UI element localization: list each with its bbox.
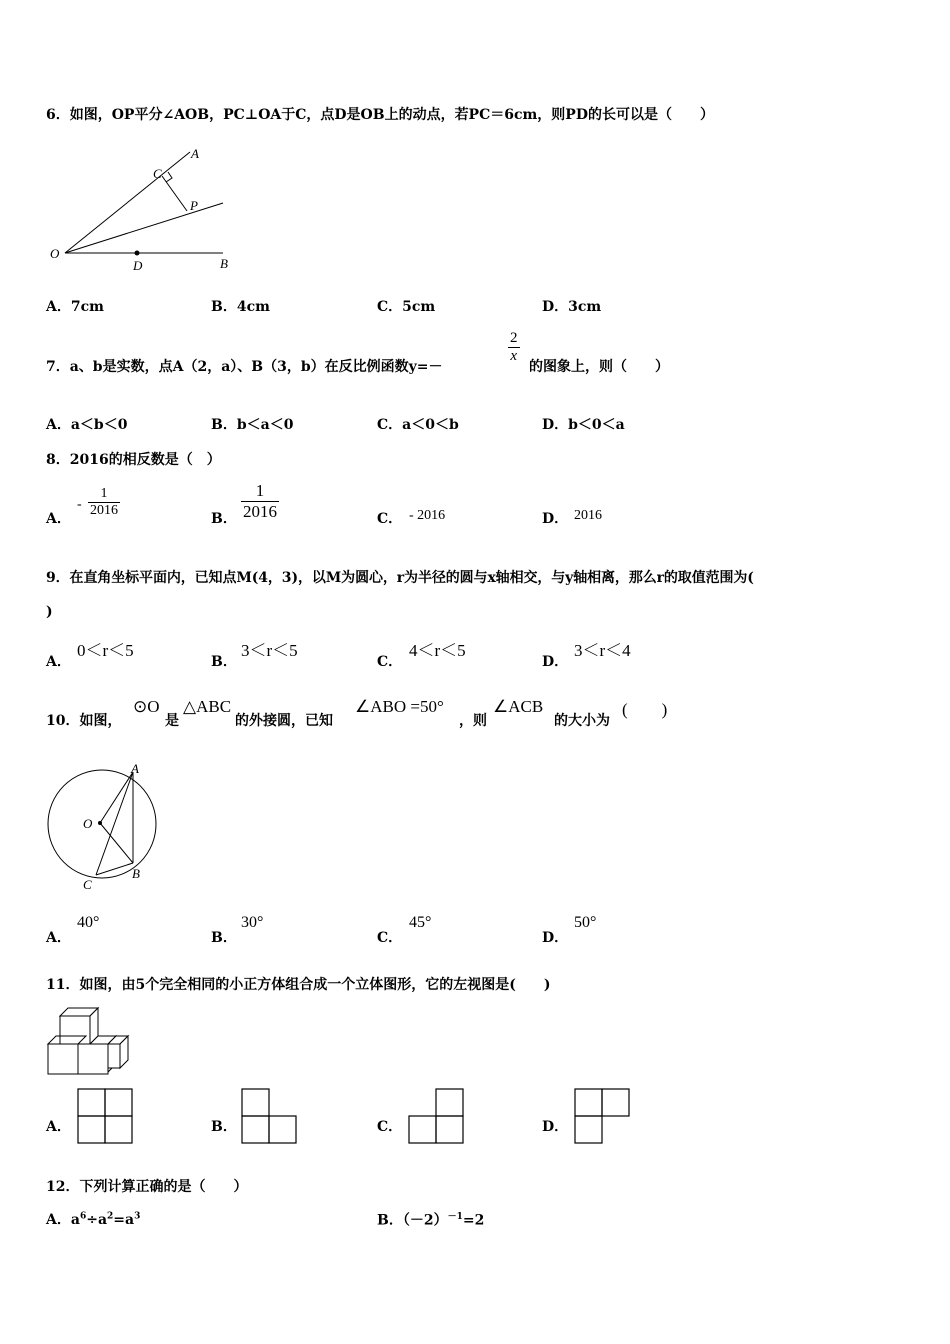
q10-math-circle: ⊙O (133, 697, 160, 716)
q12-b-t2: =2 (462, 1212, 485, 1229)
q7-option-a: A．a＜b＜0 (46, 417, 128, 433)
q12-a-prefix: A． (46, 1212, 71, 1228)
q10-letter-c: C． (377, 930, 403, 946)
q7-frac-den: x (510, 348, 518, 364)
q12-a-s2: 2 (107, 1211, 114, 1222)
q10-stem-p1: 10．如图， (46, 713, 122, 729)
q10-math-angle-abo: ∠ABO =50° (355, 697, 444, 716)
q10-value-a: 40° (77, 914, 100, 931)
q11-letter-b: B． (211, 1119, 237, 1135)
q8-letter-a: A． (46, 511, 71, 527)
q10-stem-p4: ，则 (459, 713, 487, 729)
q8-letter-b: B． (211, 511, 237, 527)
q7-option-d: D．b＜0＜a (542, 417, 625, 433)
q8-letter-d: D． (542, 511, 569, 527)
q9-value-c: 4＜r＜5 (409, 641, 466, 660)
q12-option-b (377, 1209, 484, 1230)
q11-stem: 11．如图，由5个完全相同的小正方体组合成一个立体图形，它的左视图是( ) (46, 977, 551, 993)
q11-letter-d: D． (542, 1119, 569, 1135)
q12-a-t3: =a (113, 1212, 135, 1228)
q12-a-t1: a (70, 1212, 80, 1228)
q10-value-b: 30° (241, 914, 264, 931)
q8-b-den: 2016 (243, 502, 277, 521)
q10-value-c: 45° (409, 914, 432, 931)
q9-stem-line2: ) (46, 604, 53, 620)
q10-stem-p2: 是 (165, 713, 179, 729)
q10-figure (40, 760, 170, 895)
q8-d-value: 2016 (574, 508, 602, 523)
q6-stem: 6．如图，OP平分∠AOB，PC⊥OA于C，点D是OB上的动点，若PC＝6cm，则PD的长可以是（ ） (46, 107, 714, 123)
q11-option-a-figure (77, 1088, 135, 1146)
q6-option-d: D．3cm (542, 299, 602, 315)
q9-value-a: 0＜r＜5 (77, 641, 134, 660)
q8-a-num: 1 (88, 486, 120, 503)
q7-frac-num: 2 (510, 330, 518, 346)
q9-letter-d: D． (542, 654, 569, 670)
q12-b-s1: －1 (447, 1212, 463, 1222)
q6-option-b: B．4cm (211, 299, 270, 315)
q8-c-value: - 2016 (409, 508, 446, 523)
q10-letter-b: B． (211, 930, 237, 946)
q10-letter-d: D． (542, 930, 569, 946)
q12-b-prefix: B． (377, 1212, 403, 1229)
q10-math-angle-acb: ∠ACB (493, 697, 544, 716)
q6-label-p: P (190, 198, 198, 213)
q7-option-b: B．b＜a＜0 (211, 417, 294, 433)
q9-stem-line1: 9．在直角坐标平面内，已知点M(4，3)，以M为圆心，r为半径的圆与x轴相交，与y轴相离，那么r的取值范围为( (46, 570, 754, 586)
q10-label-c: C (83, 877, 92, 892)
q9-value-d: 3＜r＜4 (574, 641, 631, 660)
q9-letter-c: C． (377, 654, 403, 670)
q11-option-c-figure (408, 1088, 466, 1146)
q12-a-s1: 6 (79, 1211, 87, 1222)
q6-option-c: C．5cm (377, 299, 436, 315)
q10-letter-a: A． (46, 930, 71, 946)
q12-stem: 12．下列计算正确的是（ ） (46, 1179, 248, 1195)
q6-label-c: C (153, 166, 162, 181)
q10-stem-p5: 的大小为 (554, 713, 610, 729)
q10-math-paren: ( ) (622, 700, 668, 719)
q12-option-a (46, 1209, 140, 1229)
q10-label-b: B (132, 866, 140, 881)
q11-option-b-figure (241, 1088, 299, 1146)
q8-a-den: 2016 (90, 503, 118, 518)
q7-option-c: C．a＜0＜b (377, 417, 459, 433)
q11-letter-a: A． (46, 1119, 71, 1135)
q8-a-fraction (88, 486, 120, 519)
q10-math-triangle: △ABC (183, 697, 232, 716)
q7-fraction (508, 330, 520, 365)
q11-cube-figure (44, 1004, 134, 1080)
q8-b-fraction (241, 481, 279, 522)
q6-label-b: B (220, 256, 228, 271)
q10-stem-p3: 的外接圆，已知 (235, 713, 333, 729)
q8-stem: 8．2016的相反数是（ ） (46, 452, 221, 468)
q6-label-o: O (50, 246, 60, 261)
q11-letter-c: C． (377, 1119, 403, 1135)
q6-label-d: D (133, 258, 143, 273)
q12-b-t1: （－2） (402, 1212, 448, 1229)
q8-b-num: 1 (241, 481, 279, 502)
q9-letter-b: B． (211, 654, 237, 670)
q9-value-b: 3＜r＜5 (241, 641, 298, 660)
q8-a-sign: - (77, 497, 82, 512)
q7-stem-before: 7．a、b是实数，点A（2，a）、B（3，b）在反比例函数y=－ (46, 359, 443, 375)
q7-stem-after: 的图象上，则（ ） (529, 359, 669, 375)
q12-a-s3: 3 (134, 1211, 141, 1222)
q10-value-d: 50° (574, 914, 597, 931)
q8-letter-c: C． (377, 511, 403, 527)
q12-a-t2: ÷a (86, 1212, 108, 1228)
q10-label-a: A (131, 761, 139, 776)
q9-letter-a: A． (46, 654, 71, 670)
q6-option-a: A．7cm (46, 299, 104, 315)
q10-label-o: O (83, 816, 93, 831)
q6-figure (40, 140, 250, 275)
q6-label-a: A (191, 146, 199, 161)
q11-option-d-figure (574, 1088, 632, 1146)
